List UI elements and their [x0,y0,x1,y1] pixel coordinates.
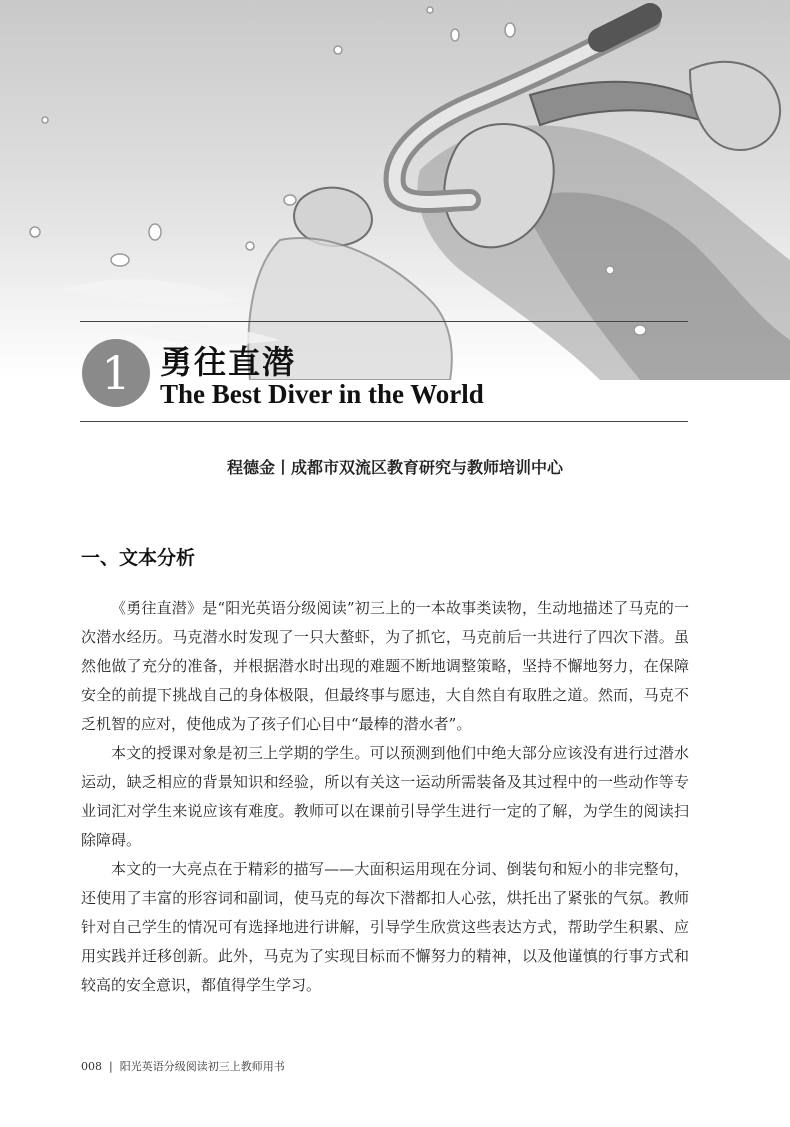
title-rule-top [80,321,688,322]
paragraph: 本文的一大亮点在于精彩的描写——大面积运用现在分词、倒装句和短小的非完整句，还使用了丰富的形容词和副词，使马克的每次下潜都扣人心弦，烘托出了紧张的气氛。教师针对自己学生的情况可有选择地进行讲解，引导学生欣赏这些表达方式，帮助学生积累、应用实践并迁移创新。此外，马克为了实现目标而不懈努力的精神，以及他谨慎的行事方式和较高的安全意识，都值得学生学习。 [81,860,689,994]
diver-illustration [0,0,790,380]
footer-separator: | [109,1060,113,1073]
chapter-title-chinese: 勇往直潜 [160,343,297,381]
section-body [81,594,689,1000]
title-rule-bottom [80,421,688,422]
paragraph: 本文的授课对象是初三上学期的学生。可以预测到他们中绝大部分应该没有进行过潜水运动，缺乏相应的背景知识和经验，所以有关这一运动所需装备及其过程中的一些动作等专业词汇对学生来说应该有难度。教师可以在课前引导学生进行一定的了解，为学生的阅读扫除障碍。 [81,744,689,849]
chapter-title-english: The Best Diver in the World [160,379,484,409]
author-affiliation: 程德金丨成都市双流区教育研究与教师培训中心 [226,458,563,477]
section-heading: 一、文本分析 [81,547,196,569]
chapter-number-badge: 1 [82,339,150,407]
paragraph: 《勇往直潜》是“阳光英语分级阅读”初三上的一本故事类读物，生动地描述了马克的一次潜水经历。马克潜水时发现了一只大螯虾，为了抓它，马克前后一共进行了四次下潜。虽然他做了充分的准备，并根据潜水时出现的难题不断地调整策略，坚持不懈地努力，在保障安全的前提下挑战自己的身体极限，但最终事与愿违，大自然自有取胜之道。然而，马克不乏机智的应对，使他成为了孩子们心目中“最棒的潜水者”。 [81,599,689,733]
footer-book-title: 阳光英语分级阅读初三上教师用书 [119,1060,285,1073]
page-number: 008 [81,1060,102,1073]
page-footer [81,1058,285,1074]
